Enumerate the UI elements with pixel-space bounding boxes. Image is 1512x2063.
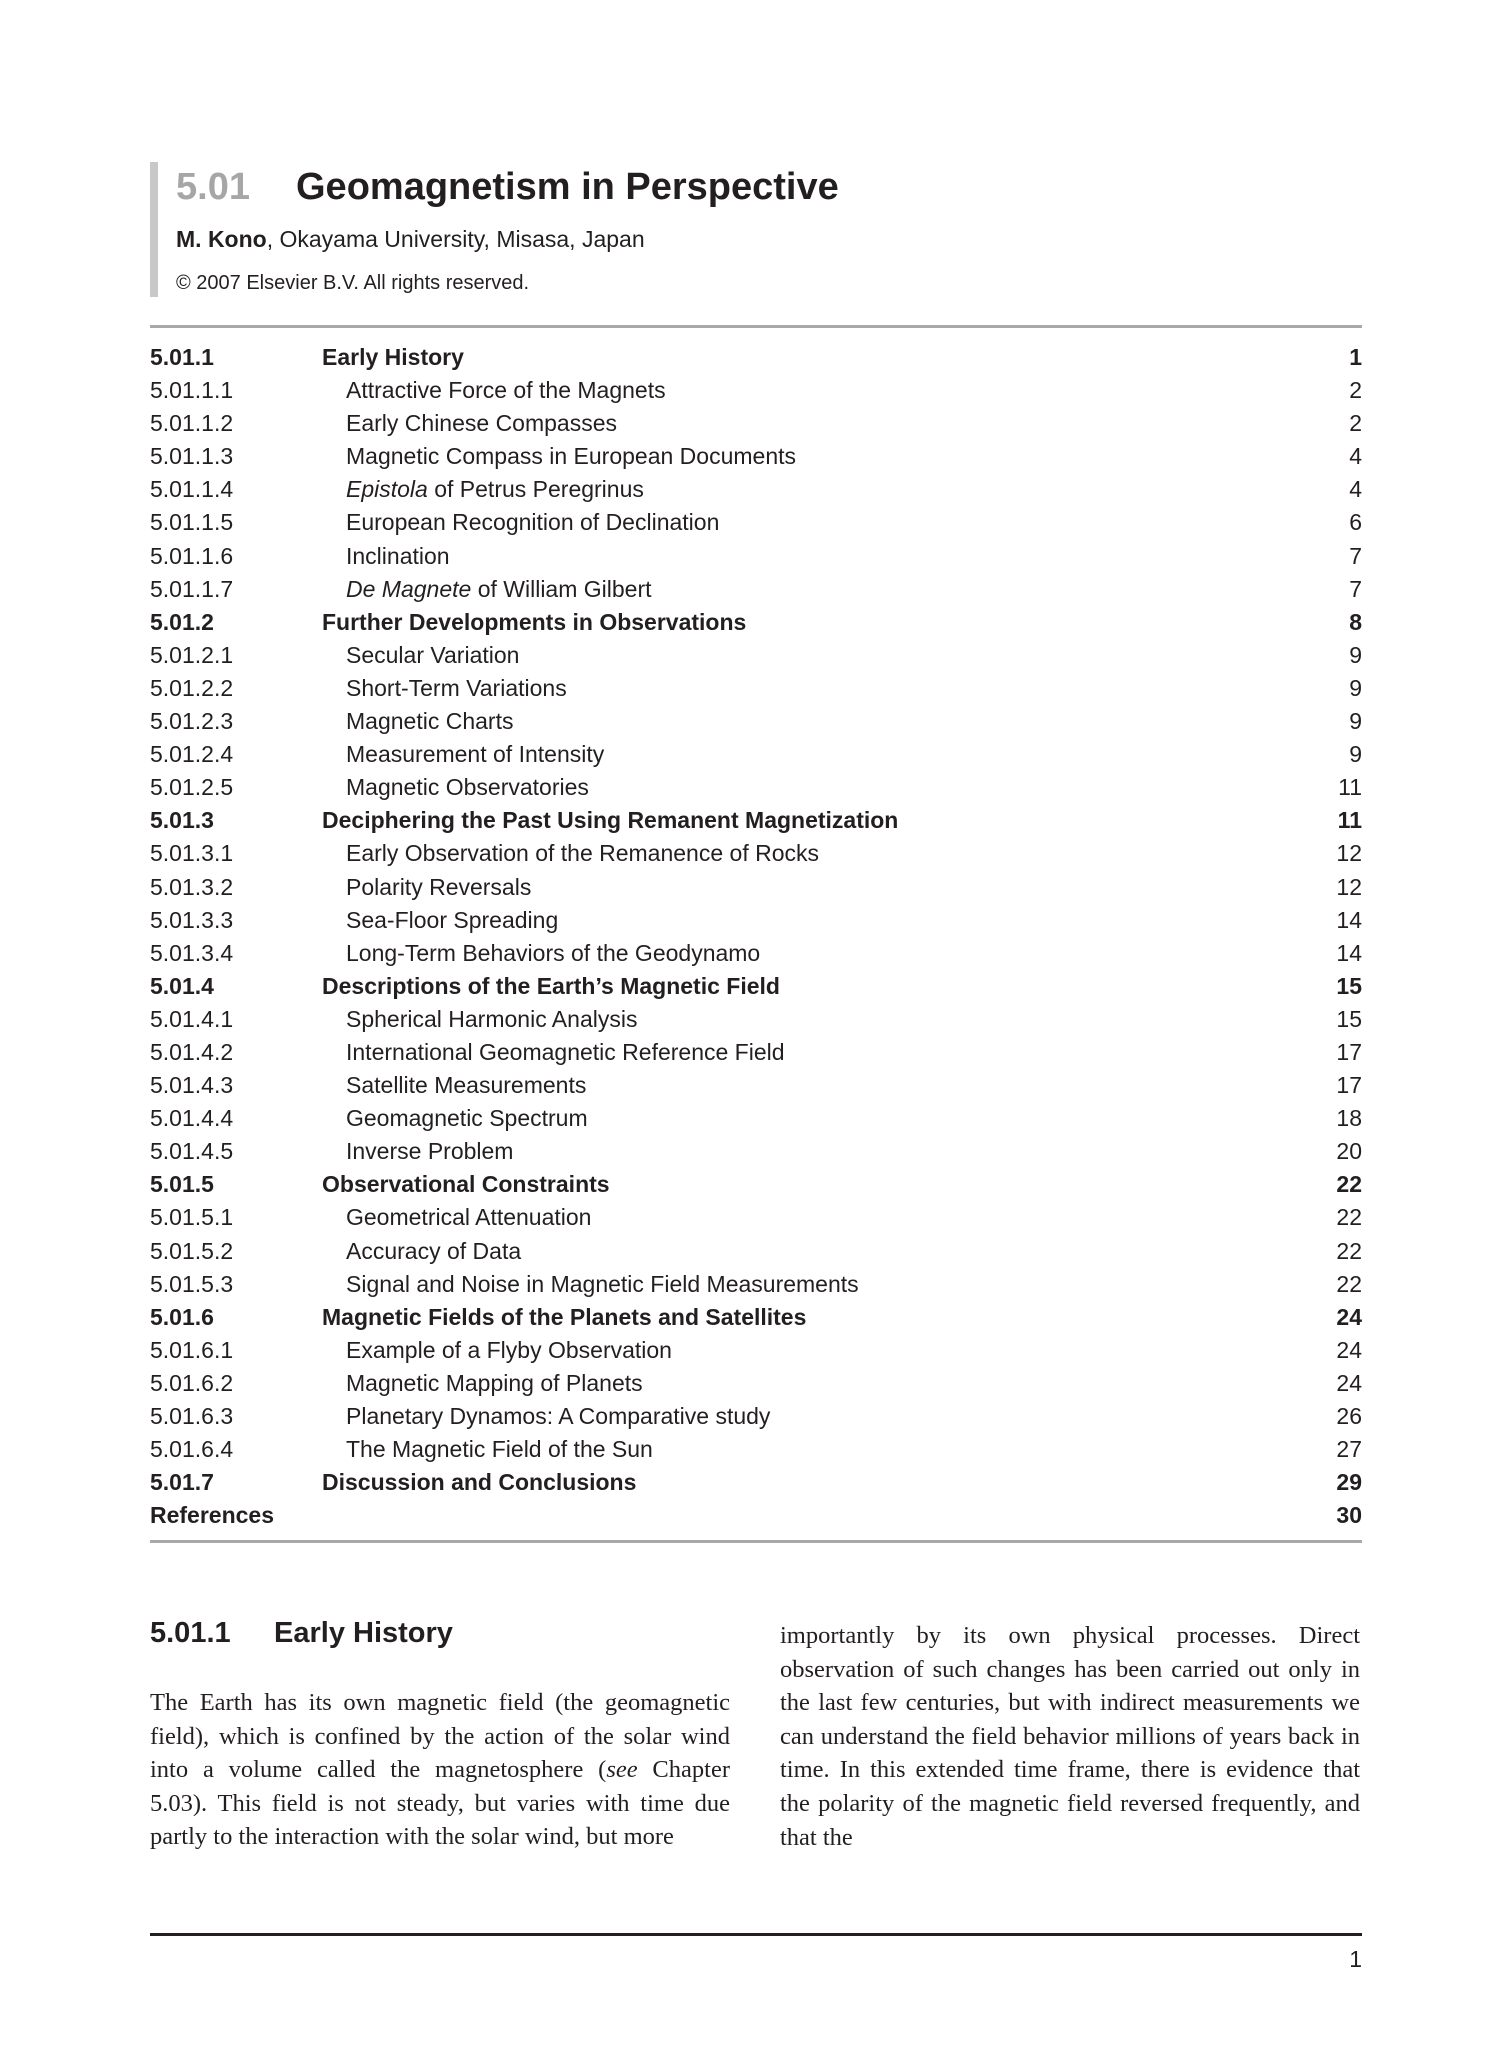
toc-entry-title bbox=[322, 970, 780, 1003]
toc-entry-page: 14 bbox=[1336, 939, 1362, 966]
toc-entry-title-text: Polarity Reversals bbox=[346, 873, 532, 900]
toc-entry-title bbox=[346, 407, 617, 440]
toc-entry-page: 4 bbox=[1349, 476, 1362, 503]
toc-entry-title bbox=[322, 1301, 806, 1334]
toc-entry-page: 4 bbox=[1349, 443, 1362, 470]
chapter-header bbox=[150, 162, 1362, 297]
toc-entry-title-text: Planetary Dynamos: A Comparative study bbox=[346, 1403, 771, 1429]
toc-entry-number: 5.01.3.1 bbox=[150, 840, 234, 867]
toc-entry-page: 17 bbox=[1336, 1038, 1362, 1065]
section-number: 5.01.1 bbox=[150, 1617, 231, 1649]
toc-entry-title bbox=[346, 738, 604, 771]
toc-entry[interactable] bbox=[150, 606, 1362, 639]
toc-entry-title bbox=[346, 705, 513, 738]
chapter-number: 5.01 bbox=[176, 166, 250, 208]
toc-entry[interactable] bbox=[150, 407, 1362, 440]
toc-entry-title bbox=[346, 1400, 770, 1433]
toc-entry-title bbox=[322, 1168, 610, 1201]
toc-entry-page: 20 bbox=[1336, 1138, 1362, 1165]
toc-entry-number: 5.01.2 bbox=[150, 608, 214, 635]
toc-entry[interactable] bbox=[150, 1003, 1362, 1036]
toc-entry-number: 5.01.7 bbox=[150, 1469, 214, 1496]
toc-entry[interactable] bbox=[150, 473, 1362, 506]
copyright-notice: © 2007 Elsevier B.V. All rights reserved. bbox=[176, 272, 530, 294]
toc-entry-page: 7 bbox=[1349, 542, 1362, 569]
table-of-contents bbox=[150, 341, 1362, 1532]
chapter-heading bbox=[176, 162, 1362, 212]
toc-entry[interactable] bbox=[150, 937, 1362, 970]
toc-entry-number: 5.01.6.2 bbox=[150, 1369, 234, 1396]
toc-entry-number: 5.01.1.1 bbox=[150, 377, 234, 404]
toc-entry-page: 22 bbox=[1336, 1270, 1362, 1297]
toc-entry-page: 27 bbox=[1336, 1436, 1362, 1463]
toc-entry[interactable] bbox=[150, 374, 1362, 407]
toc-top-rule bbox=[150, 325, 1362, 328]
toc-entry-title-text: Example of a Flyby Observation bbox=[346, 1336, 672, 1363]
toc-entry-page: 26 bbox=[1336, 1403, 1362, 1429]
toc-bottom-rule bbox=[150, 1540, 1362, 1543]
toc-entry[interactable] bbox=[150, 771, 1362, 804]
toc-entry-title-text: Signal and Noise in Magnetic Field Measurements bbox=[346, 1270, 859, 1297]
toc-entry-title-text: Observational Constraints bbox=[322, 1171, 610, 1198]
body-text: The Earth has its own magnetic field (the geomagnetic field), which is confined by the action of the solar wind into a volume called the magnetosphere ( bbox=[150, 1689, 730, 1784]
toc-entry-number: 5.01.1.4 bbox=[150, 476, 234, 503]
toc-entry-title bbox=[346, 937, 760, 970]
footer-rule bbox=[150, 1933, 1362, 1936]
toc-entry-title bbox=[346, 672, 567, 705]
toc-entry[interactable] bbox=[150, 804, 1362, 837]
toc-entry-title bbox=[346, 1135, 513, 1168]
toc-entry-page: 29 bbox=[1336, 1469, 1362, 1496]
toc-entry-number: 5.01.4.1 bbox=[150, 1005, 234, 1032]
toc-entry-page: 9 bbox=[1349, 674, 1362, 701]
toc-entry[interactable] bbox=[150, 1036, 1362, 1069]
section-heading bbox=[150, 1617, 453, 1650]
author-line bbox=[176, 224, 1362, 254]
toc-entry-title bbox=[346, 573, 652, 606]
toc-entry-title-text: Magnetic Mapping of Planets bbox=[346, 1369, 643, 1396]
toc-entry-title bbox=[322, 341, 464, 374]
toc-entry[interactable] bbox=[150, 1499, 1362, 1532]
toc-entry-number: 5.01.2.2 bbox=[150, 674, 234, 701]
toc-entry-title bbox=[346, 540, 450, 573]
toc-entry[interactable] bbox=[150, 672, 1362, 705]
section-title: Early History bbox=[274, 1617, 453, 1649]
toc-entry-number: 5.01.4.5 bbox=[150, 1138, 234, 1165]
toc-entry[interactable] bbox=[150, 1069, 1362, 1102]
toc-entry-title-text: Inverse Problem bbox=[346, 1138, 514, 1165]
toc-entry-title-text: Geomagnetic Spectrum bbox=[346, 1105, 588, 1132]
toc-entry-title bbox=[346, 506, 719, 539]
toc-entry-title bbox=[346, 1102, 588, 1135]
toc-entry-title-text: Spherical Harmonic Analysis bbox=[346, 1005, 638, 1032]
toc-entry-page: 6 bbox=[1349, 509, 1362, 536]
toc-entry-number: 5.01.6 bbox=[150, 1303, 214, 1330]
toc-entry[interactable] bbox=[150, 1201, 1362, 1234]
body-column-left bbox=[150, 1686, 730, 1854]
toc-entry[interactable] bbox=[150, 970, 1362, 1003]
toc-entry-page: 7 bbox=[1349, 575, 1362, 602]
toc-entry-number: 5.01.3 bbox=[150, 807, 214, 834]
toc-entry[interactable] bbox=[150, 341, 1362, 374]
toc-entry-title bbox=[346, 440, 796, 473]
toc-entry-title-text: Magnetic Charts bbox=[346, 708, 514, 735]
toc-entry-title bbox=[346, 1433, 653, 1466]
toc-entry[interactable] bbox=[150, 1367, 1362, 1400]
toc-entry-title bbox=[346, 374, 666, 407]
toc-entry-title-text: Satellite Measurements bbox=[346, 1072, 587, 1099]
toc-entry-number: 5.01.5.1 bbox=[150, 1204, 234, 1231]
toc-entry-page: 30 bbox=[1336, 1502, 1362, 1529]
toc-entry-page: 11 bbox=[1338, 774, 1362, 801]
toc-entry-page: 14 bbox=[1336, 906, 1362, 933]
toc-entry-page: 22 bbox=[1336, 1204, 1362, 1231]
toc-entry-page: 11 bbox=[1337, 807, 1362, 834]
toc-entry-number: 5.01.4.4 bbox=[150, 1105, 234, 1132]
toc-entry[interactable] bbox=[150, 1334, 1362, 1367]
toc-entry-title bbox=[346, 871, 531, 904]
toc-entry-title-text: Attractive Force of the Magnets bbox=[346, 377, 666, 404]
body-text: Chapter 5.03). This field is not steady, but varies with time due partly to the interaction with the solar wind, but more bbox=[150, 1756, 730, 1851]
toc-entry-number: 5.01.1.6 bbox=[150, 542, 234, 569]
toc-entry-title bbox=[346, 1334, 672, 1367]
toc-entry-number: 5.01.1.2 bbox=[150, 410, 234, 437]
toc-entry[interactable] bbox=[150, 1135, 1362, 1168]
toc-entry-title bbox=[346, 1367, 643, 1400]
toc-entry[interactable] bbox=[150, 506, 1362, 539]
toc-entry-title-text: Magnetic Observatories bbox=[346, 774, 589, 801]
toc-entry-page: 24 bbox=[1336, 1336, 1362, 1363]
toc-entry-title-text: Sea-Floor Spreading bbox=[346, 906, 559, 933]
toc-entry-page: 12 bbox=[1336, 873, 1362, 900]
toc-entry[interactable] bbox=[150, 705, 1362, 738]
toc-entry-page: 15 bbox=[1336, 1005, 1362, 1032]
toc-entry-title bbox=[346, 1036, 785, 1069]
toc-entry-title-text: The Magnetic Field of the Sun bbox=[346, 1436, 653, 1463]
toc-entry-title bbox=[346, 1235, 521, 1268]
toc-entry-number: 5.01.1.3 bbox=[150, 443, 234, 470]
toc-entry[interactable] bbox=[150, 540, 1362, 573]
toc-entry[interactable] bbox=[150, 837, 1362, 870]
toc-entry[interactable] bbox=[150, 1400, 1362, 1433]
toc-entry-number: 5.01.4 bbox=[150, 972, 214, 999]
toc-entry-page: 2 bbox=[1349, 410, 1362, 437]
toc-entry-page: 9 bbox=[1349, 708, 1362, 735]
toc-entry-page: 17 bbox=[1336, 1072, 1362, 1099]
toc-entry-page: 9 bbox=[1349, 641, 1362, 668]
toc-entry-page: 12 bbox=[1336, 840, 1362, 867]
toc-entry-page: 2 bbox=[1349, 377, 1362, 404]
toc-entry[interactable] bbox=[150, 440, 1362, 473]
toc-entry-page: 24 bbox=[1336, 1303, 1362, 1330]
toc-entry[interactable] bbox=[150, 1168, 1362, 1201]
toc-entry[interactable] bbox=[150, 1235, 1362, 1268]
toc-entry-number: 5.01.3.4 bbox=[150, 939, 234, 966]
toc-entry-page: 15 bbox=[1336, 972, 1362, 999]
toc-entry-title-text: Long-Term Behaviors of the Geodynamo bbox=[346, 939, 761, 966]
toc-entry-number: 5.01.5.3 bbox=[150, 1270, 234, 1297]
toc-entry-number: 5.01.6.1 bbox=[150, 1336, 234, 1363]
toc-entry-number: 5.01.1 bbox=[150, 344, 214, 370]
toc-entry-title bbox=[346, 639, 519, 672]
toc-entry-title bbox=[346, 1268, 859, 1301]
toc-entry-number: 5.01.5.2 bbox=[150, 1237, 234, 1264]
toc-entry-number: References bbox=[150, 1502, 275, 1529]
toc-entry-title-text: Early History bbox=[322, 344, 464, 370]
toc-entry-page: 9 bbox=[1349, 741, 1362, 768]
toc-entry-title-text: Deciphering the Past Using Remanent Magnetization bbox=[322, 807, 899, 834]
toc-entry-page: 8 bbox=[1349, 608, 1362, 635]
toc-entry-number: 5.01.6.3 bbox=[150, 1403, 234, 1429]
toc-entry[interactable] bbox=[150, 871, 1362, 904]
toc-entry-number: 5.01.3.2 bbox=[150, 873, 234, 900]
toc-entry-title bbox=[346, 1201, 591, 1234]
toc-entry-title-italic: Epistola bbox=[346, 476, 428, 503]
toc-entry-number: 5.01.3.3 bbox=[150, 906, 234, 933]
toc-entry-title-text: Measurement of Intensity bbox=[346, 741, 605, 768]
toc-entry-title bbox=[322, 606, 746, 639]
toc-entry-title-text: Descriptions of the Earth’s Magnetic Field bbox=[322, 972, 780, 999]
toc-entry-page: 1 bbox=[1349, 344, 1362, 370]
toc-entry[interactable] bbox=[150, 1268, 1362, 1301]
toc-entry-title-text: European Recognition of Declination bbox=[346, 509, 720, 536]
toc-entry-number: 5.01.2.3 bbox=[150, 708, 234, 735]
toc-entry-title-text: Discussion and Conclusions bbox=[322, 1469, 637, 1496]
toc-entry-title-text: of William Gilbert bbox=[471, 575, 652, 602]
toc-entry-title-text: Further Developments in Observations bbox=[322, 608, 747, 635]
toc-entry-title-text: Early Chinese Compasses bbox=[346, 410, 618, 437]
toc-entry-page: 22 bbox=[1336, 1171, 1362, 1198]
toc-entry-page: 18 bbox=[1336, 1105, 1362, 1132]
toc-entry-title-text: Early Observation of the Remanence of Rocks bbox=[346, 840, 820, 867]
toc-entry-title bbox=[346, 1069, 586, 1102]
author-name: M. Kono bbox=[176, 226, 267, 252]
toc-entry[interactable] bbox=[150, 904, 1362, 937]
toc-entry-number: 5.01.2.1 bbox=[150, 641, 234, 668]
toc-entry[interactable] bbox=[150, 1433, 1362, 1466]
toc-entry[interactable] bbox=[150, 738, 1362, 771]
toc-entry[interactable] bbox=[150, 1301, 1362, 1334]
chapter-title: Geomagnetism in Perspective bbox=[296, 166, 839, 208]
toc-entry-title bbox=[346, 473, 644, 506]
page-number: 1 bbox=[1349, 1946, 1362, 1972]
toc-entry-title-text: Accuracy of Data bbox=[346, 1237, 522, 1264]
toc-entry-title bbox=[346, 1003, 637, 1036]
toc-entry-number: 5.01.2.5 bbox=[150, 774, 234, 801]
toc-entry-title bbox=[322, 804, 898, 837]
toc-entry-page: 22 bbox=[1336, 1237, 1362, 1264]
toc-entry-number: 5.01.5 bbox=[150, 1171, 214, 1198]
toc-entry-number: 5.01.6.4 bbox=[150, 1436, 234, 1463]
toc-entry-number: 5.01.1.5 bbox=[150, 509, 234, 536]
toc-entry-number: 5.01.4.2 bbox=[150, 1038, 234, 1065]
body-text-italic: see bbox=[606, 1756, 638, 1784]
toc-entry-title-text: of Petrus Peregrinus bbox=[427, 476, 644, 503]
toc-entry-title bbox=[322, 1466, 636, 1499]
toc-entry-number: 5.01.4.3 bbox=[150, 1072, 234, 1099]
toc-entry-title bbox=[346, 837, 819, 870]
toc-entry[interactable] bbox=[150, 573, 1362, 606]
toc-entry[interactable] bbox=[150, 1466, 1362, 1499]
toc-entry-number: 5.01.2.4 bbox=[150, 741, 234, 768]
toc-entry-title-italic: De Magnete bbox=[346, 575, 472, 602]
author-affiliation: , Okayama University, Misasa, Japan bbox=[266, 226, 645, 252]
toc-entry-title-text: International Geomagnetic Reference Field bbox=[346, 1038, 785, 1065]
toc-entry-title-text: Secular Variation bbox=[346, 641, 520, 668]
toc-entry-number: 5.01.1.7 bbox=[150, 575, 234, 602]
toc-entry-title-text: Magnetic Fields of the Planets and Satellites bbox=[322, 1303, 807, 1330]
body-column-right: importantly by its own physical processes. Direct observation of such changes has been carried out only in the last few centuries, but with indirect measurements we can understand the field behavior millions of years back in time. In this extended time frame, there is evidence that the polarity of the magnetic field reversed frequently, and that the bbox=[780, 1622, 1360, 1851]
toc-entry-title-text: Inclination bbox=[346, 542, 450, 569]
toc-entry[interactable] bbox=[150, 639, 1362, 672]
toc-entry-page: 24 bbox=[1336, 1369, 1362, 1396]
toc-entry-title-text: Geometrical Attenuation bbox=[346, 1204, 592, 1231]
toc-entry-title-text: Magnetic Compass in European Documents bbox=[346, 443, 797, 470]
toc-entry-title-text: Short-Term Variations bbox=[346, 674, 567, 701]
toc-entry[interactable] bbox=[150, 1102, 1362, 1135]
toc-entry-title bbox=[346, 904, 558, 937]
toc-entry-title bbox=[346, 771, 589, 804]
